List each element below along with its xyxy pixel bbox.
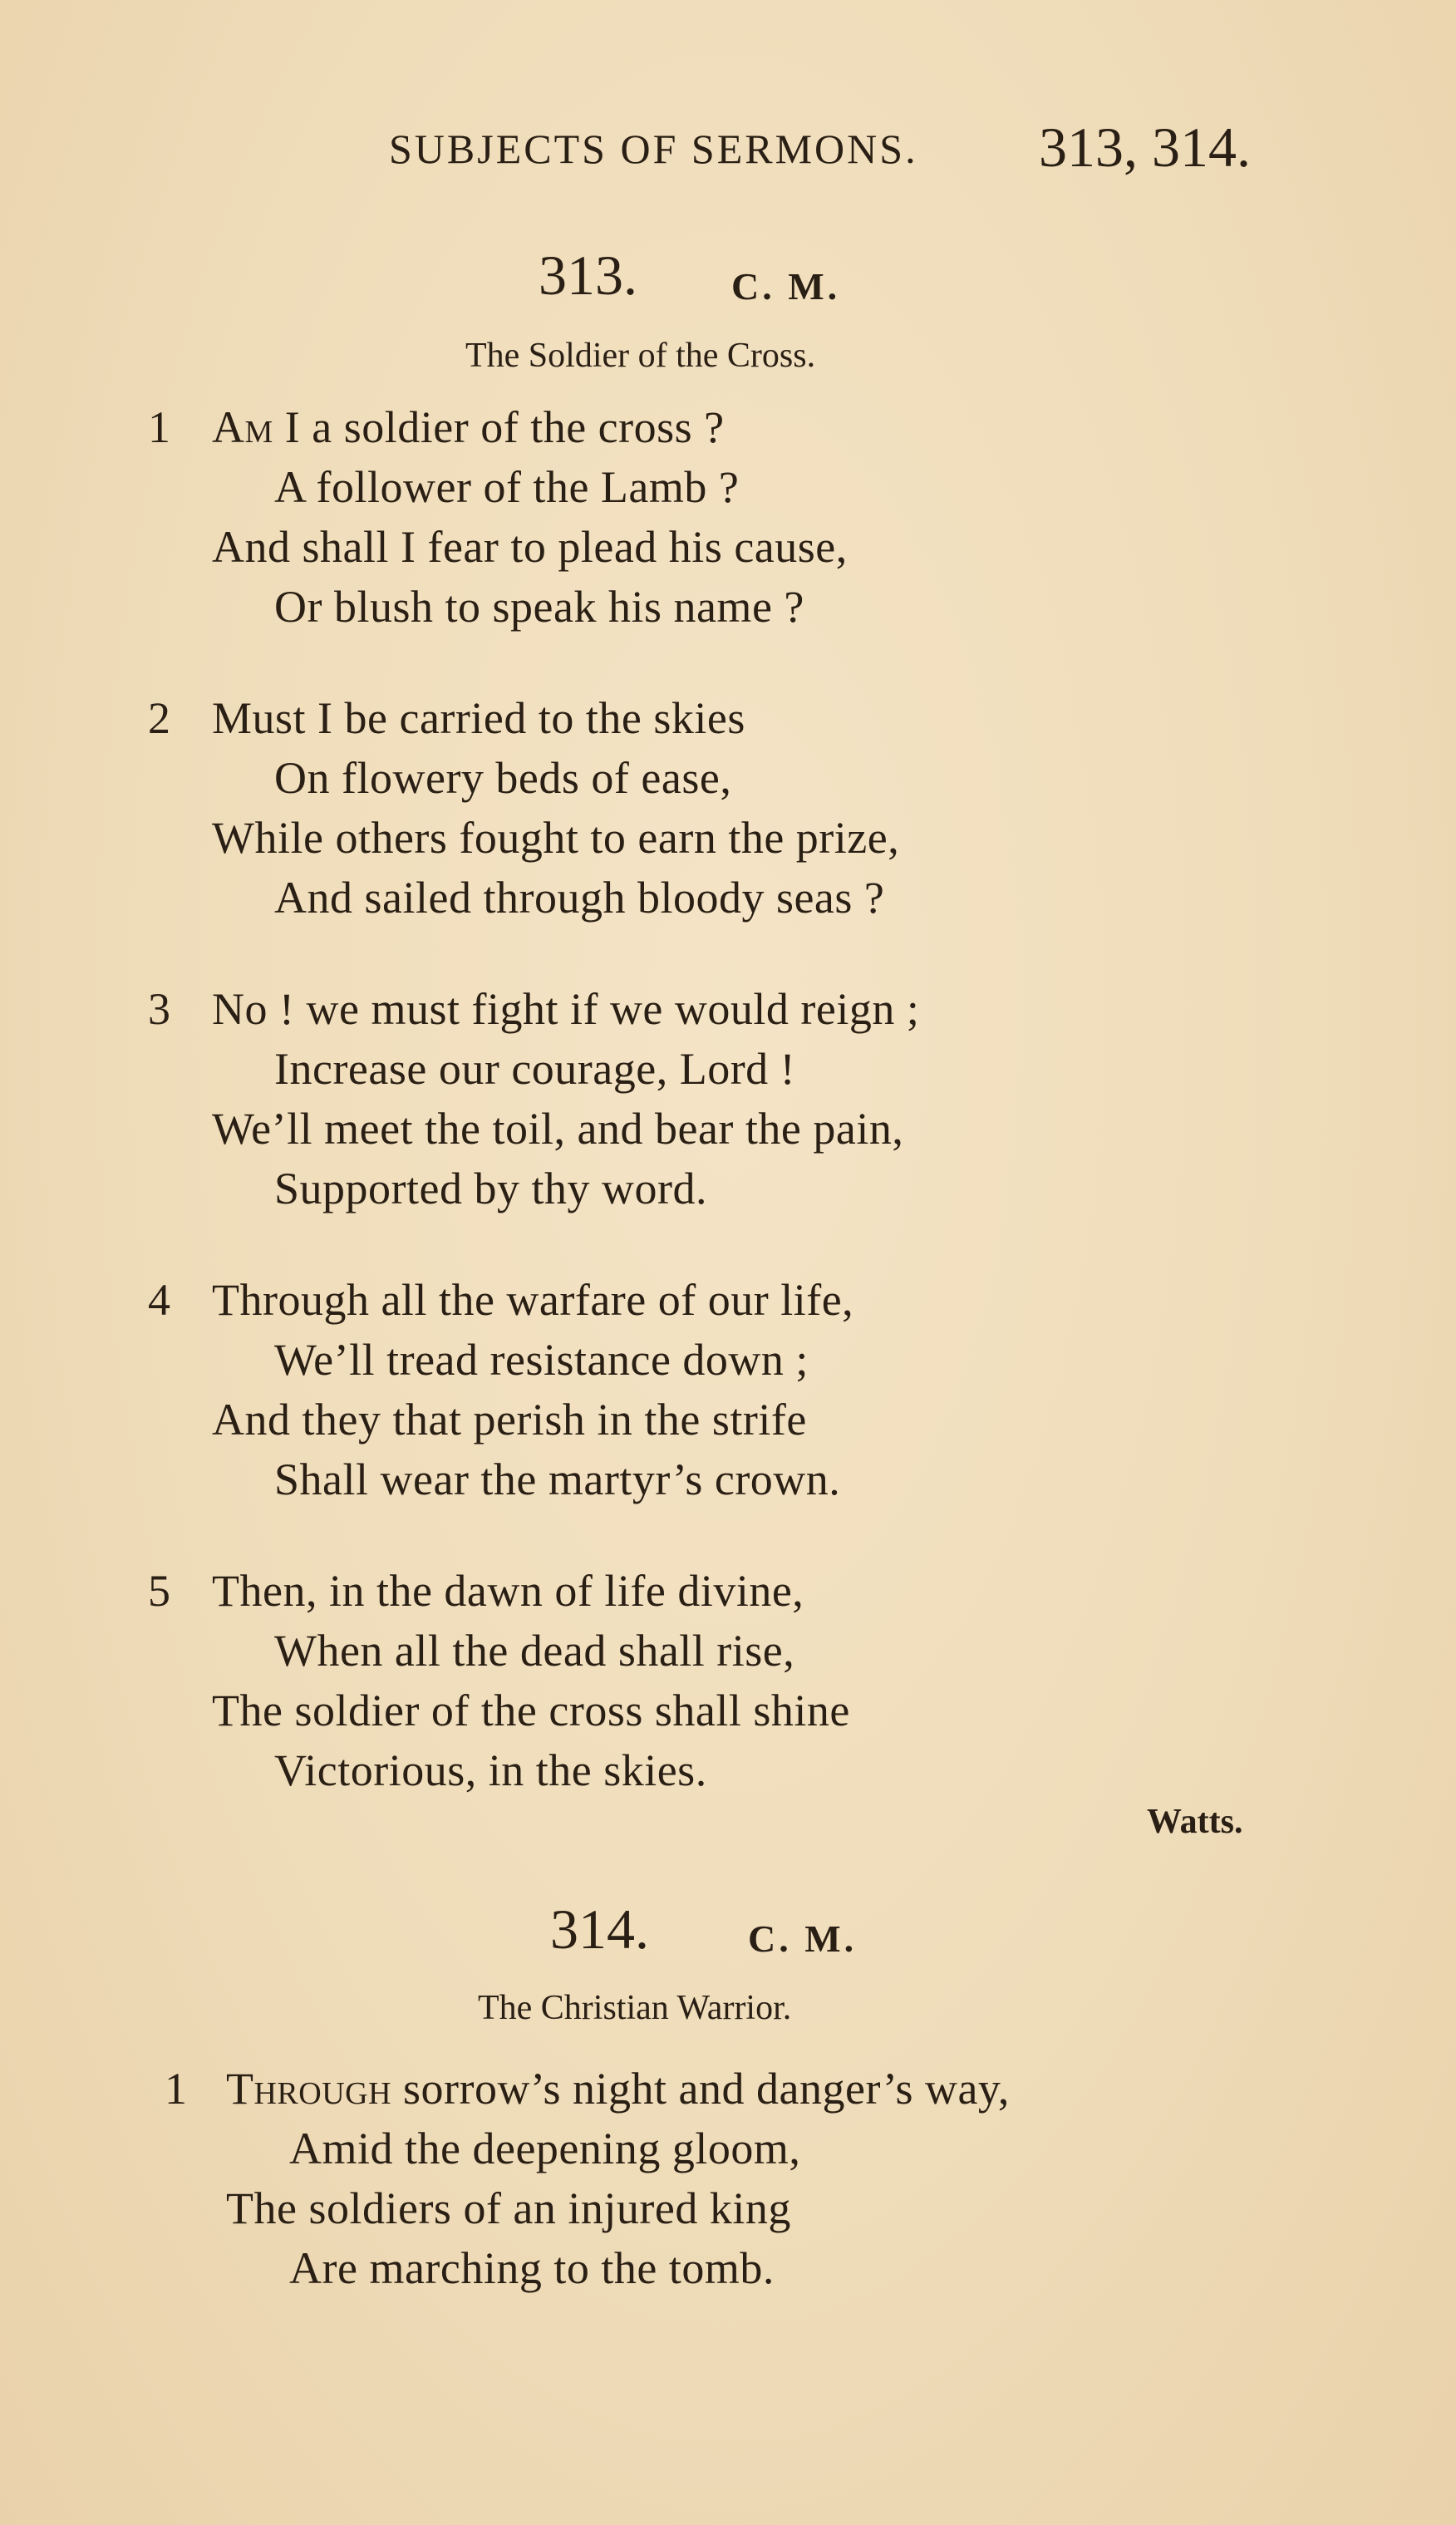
stanza-number: 2 <box>148 693 170 743</box>
verse-line <box>212 401 725 453</box>
verse-line: When all the dead shall rise, <box>274 1626 795 1676</box>
verse-line: Must I be carried to the skies <box>212 693 745 743</box>
first-word: Am <box>212 402 273 452</box>
verse-line: Are marching to the tomb. <box>289 2243 775 2293</box>
verse-line: Then, in the dawn of life divine, <box>212 1566 804 1616</box>
stanza-number: 4 <box>148 1275 170 1325</box>
hymn-meter: C. M. <box>731 265 841 308</box>
hymn-number: 314. <box>550 1897 649 1961</box>
verse-line: Through all the warfare of our life, <box>212 1275 854 1325</box>
verse-line: And sailed through bloody seas ? <box>274 873 885 923</box>
first-line-rest: sorrow’s night and danger’s way, <box>391 2064 1010 2114</box>
verse-line: We’ll tread resistance down ; <box>274 1335 809 1385</box>
hymn-title: The Soldier of the Cross. <box>465 337 816 375</box>
verse-line: We’ll meet the toil, and bear the pain, <box>212 1104 904 1154</box>
hymn-meter: C. M. <box>748 1917 858 1960</box>
verse-line: And shall I fear to plead his cause, <box>212 522 848 572</box>
page-numbers: 313, 314. <box>1039 116 1251 179</box>
verse-line: Shall wear the martyr’s crown. <box>274 1454 841 1504</box>
verse-line: The soldier of the cross shall shine <box>212 1686 850 1735</box>
first-word: Through <box>226 2064 392 2114</box>
verse-line: Supported by thy word. <box>274 1164 707 1213</box>
verse-line: Amid the deepening gloom, <box>289 2124 801 2173</box>
hymn-number: 313. <box>539 244 637 307</box>
verse-line: Victorious, in the skies. <box>274 1745 707 1795</box>
first-line-rest: I a soldier of the cross ? <box>273 402 725 452</box>
hymn-attribution: Watts. <box>1147 1803 1243 1841</box>
stanza-number: 5 <box>148 1566 170 1616</box>
verse-line <box>226 2063 1010 2114</box>
verse-line: A follower of the Lamb ? <box>274 462 740 512</box>
verse-line: While others fought to earn the prize, <box>212 813 900 863</box>
hymn-title: The Christian Warrior. <box>478 1989 792 2027</box>
verse-line: And they that perish in the strife <box>212 1395 807 1445</box>
verse-line: Or blush to speak his name ? <box>274 582 804 632</box>
stanza-number: 1 <box>148 402 170 452</box>
verse-line: The soldiers of an injured king <box>226 2183 791 2233</box>
stanza-number: 1 <box>165 2064 187 2114</box>
verse-line: No ! we must fight if we would reign ; <box>212 984 920 1034</box>
verse-line: On flowery beds of ease, <box>274 753 732 803</box>
stanza-number: 3 <box>148 984 170 1034</box>
verse-line: Increase our courage, Lord ! <box>274 1044 796 1094</box>
running-head: SUBJECTS OF SERMONS. <box>389 126 918 172</box>
